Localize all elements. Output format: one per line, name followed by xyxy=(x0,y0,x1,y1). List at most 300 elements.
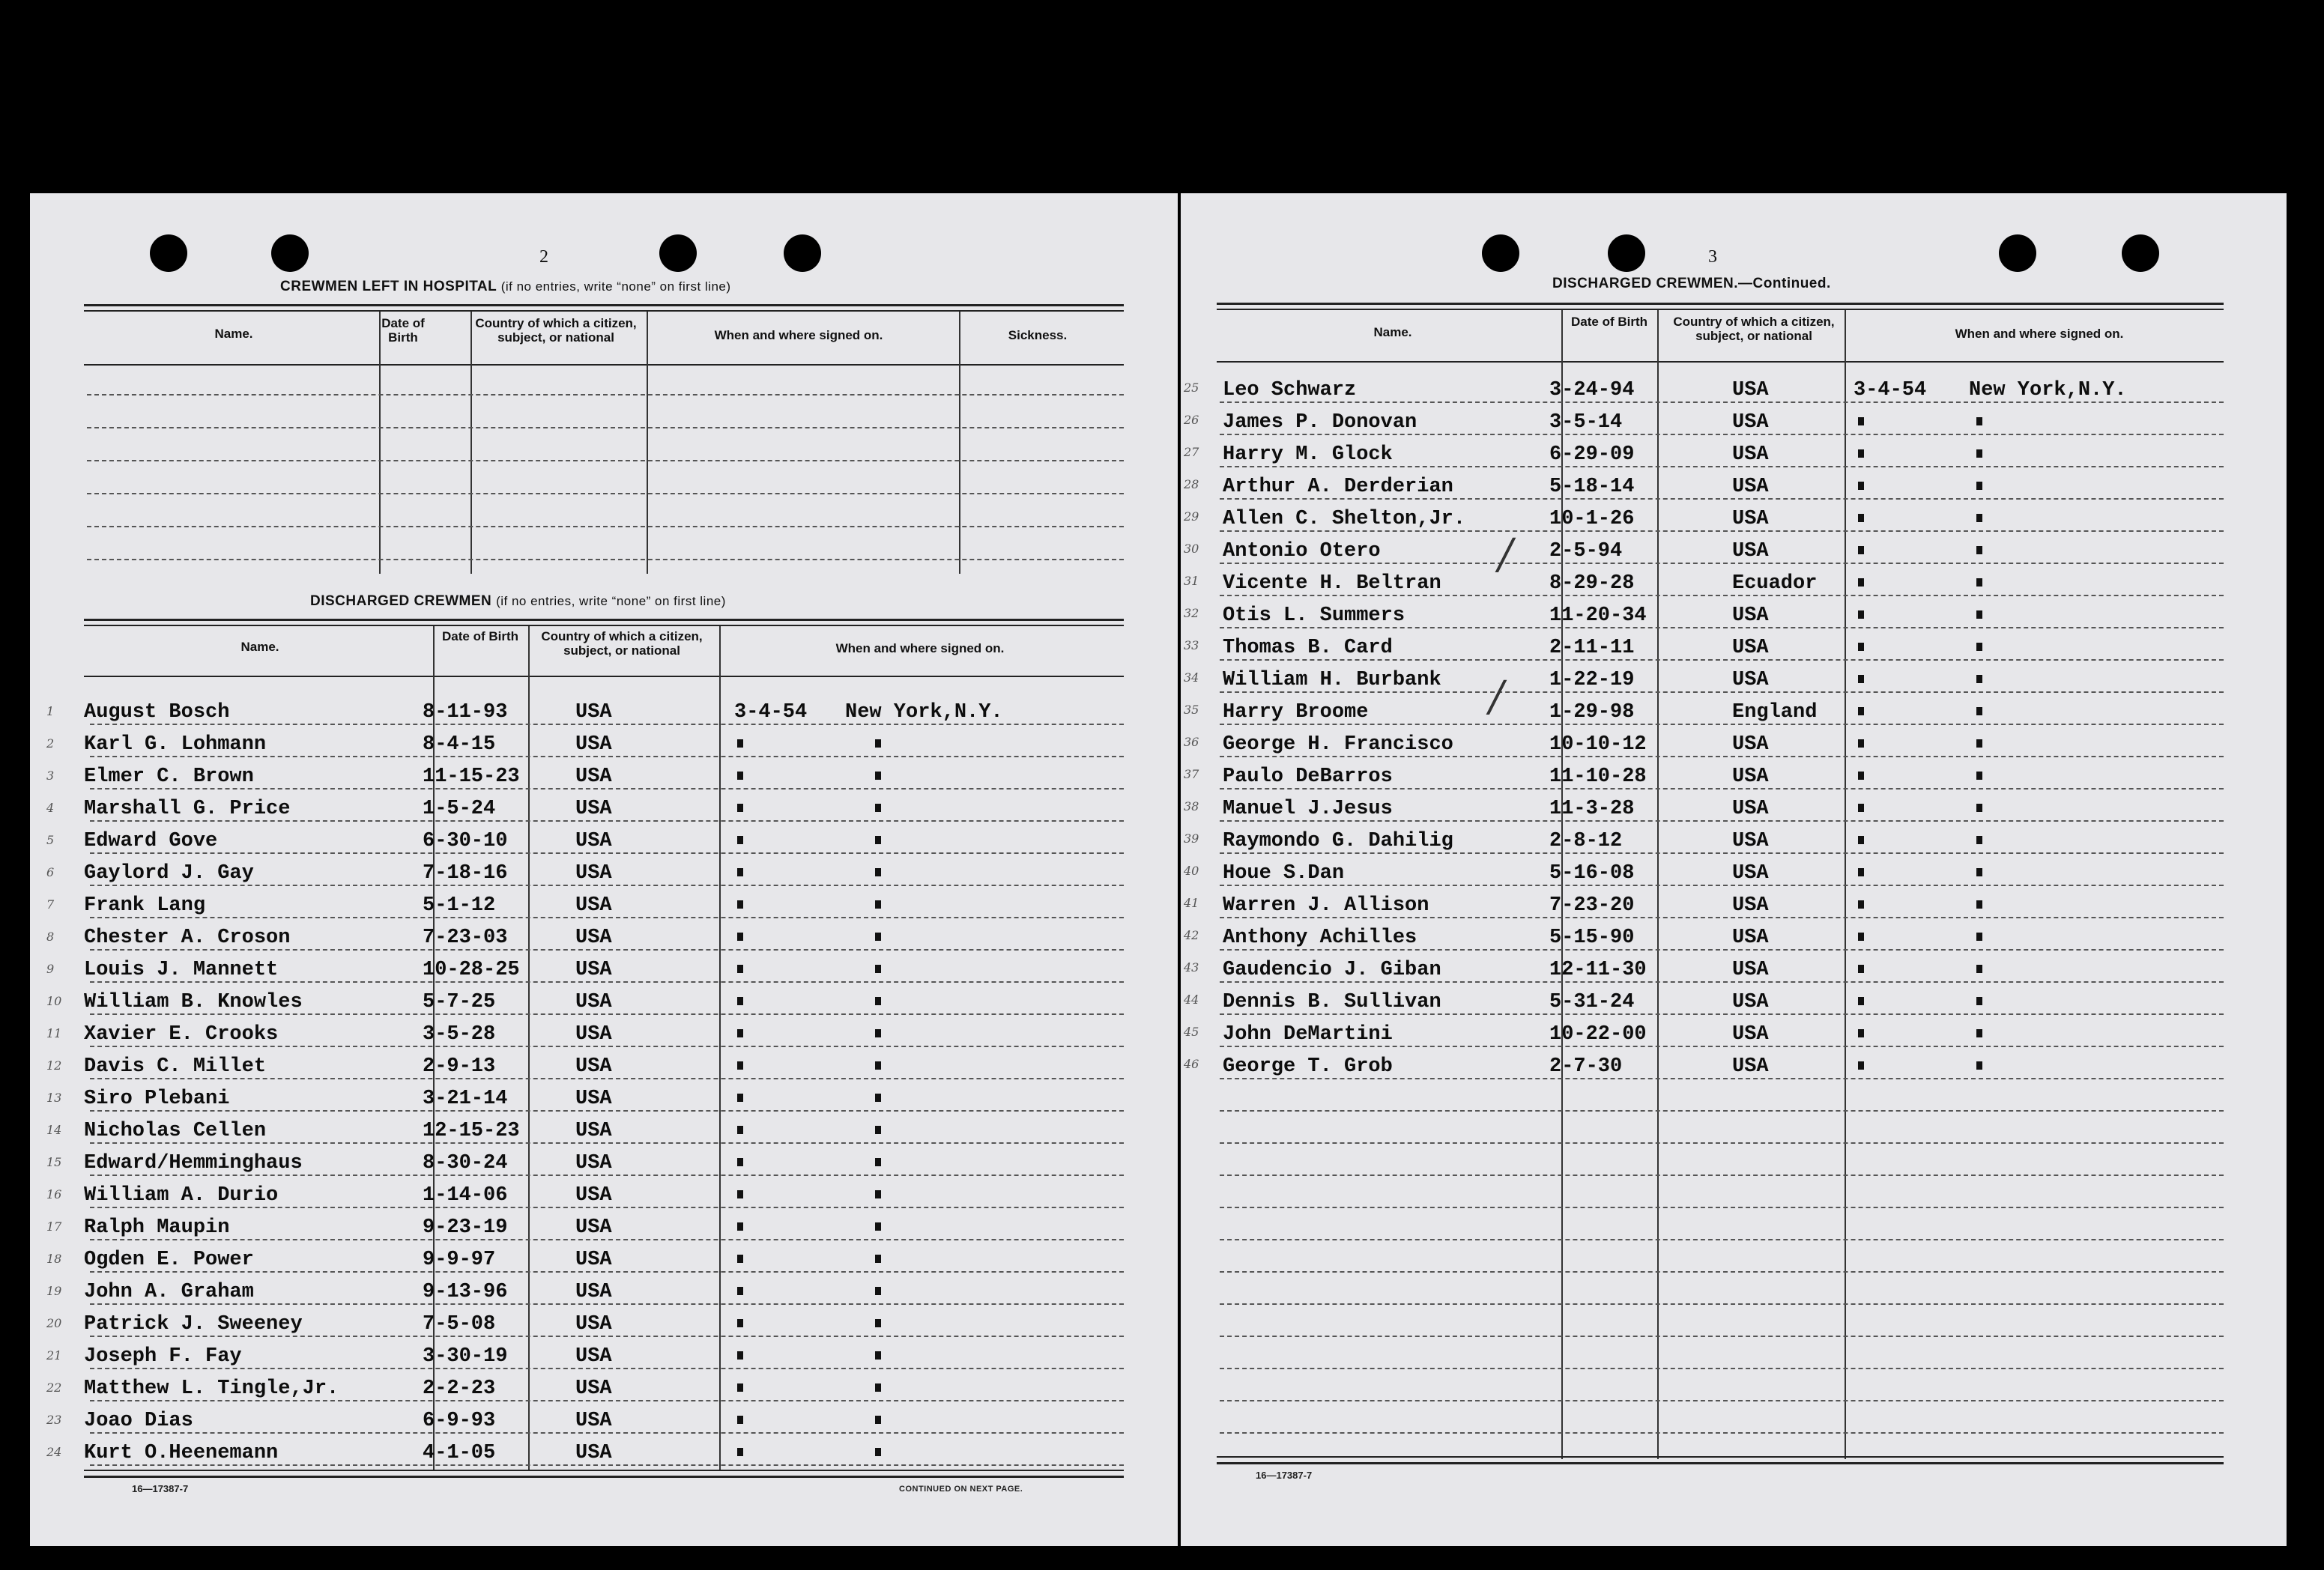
row-index: 23 xyxy=(46,1413,62,1427)
crewman-dob: 1-14-06 xyxy=(423,1184,508,1207)
row-line xyxy=(90,1303,1124,1305)
ditto-mark xyxy=(875,1448,881,1456)
ditto-mark xyxy=(875,1416,881,1424)
ditto-mark xyxy=(1976,804,1982,812)
row-index: 4 xyxy=(46,801,55,815)
ditto-mark xyxy=(737,1448,743,1456)
row-line xyxy=(1220,917,2224,918)
row-index: 43 xyxy=(1184,960,1199,975)
row-index: 9 xyxy=(46,962,55,976)
header-sickness: Sickness. xyxy=(1008,328,1068,342)
ditto-mark xyxy=(875,965,881,973)
ditto-mark xyxy=(1976,900,1982,909)
row-index: 13 xyxy=(46,1091,62,1105)
row-index: 33 xyxy=(1184,638,1199,652)
ditto-mark xyxy=(737,836,743,844)
signed-date: 3-4-54 xyxy=(734,701,808,724)
row-line xyxy=(90,852,1124,854)
crewman-dob: 9-23-19 xyxy=(423,1216,508,1239)
ditto-mark xyxy=(1858,965,1864,973)
crewman-dob: 3-30-19 xyxy=(423,1345,508,1368)
ditto-mark xyxy=(1976,514,1982,522)
crewman-country: USA xyxy=(1732,894,1769,917)
crewman-dob: 6-29-09 xyxy=(1549,443,1635,466)
row-line xyxy=(90,788,1124,789)
crewman-name: Nicholas Cellen xyxy=(84,1120,267,1142)
crewman-dob: 11-15-23 xyxy=(423,766,520,788)
crewman-dob: 9-9-97 xyxy=(423,1249,496,1271)
crewman-name: Ralph Maupin xyxy=(84,1216,230,1239)
ditto-mark xyxy=(737,1255,743,1263)
crewman-country: USA xyxy=(575,1120,612,1142)
row-line xyxy=(1220,627,2224,628)
ditto-mark xyxy=(737,1158,743,1166)
crewman-name: Joao Dias xyxy=(84,1410,193,1432)
crewman-dob: 8-11-93 xyxy=(423,701,508,724)
crewman-country: USA xyxy=(1732,443,1769,466)
row-line xyxy=(1220,885,2224,886)
crewman-dob: 11-20-34 xyxy=(1549,604,1647,627)
crewman-name: Harry M. Glock xyxy=(1223,443,1393,466)
crewman-name: Otis L. Summers xyxy=(1223,604,1405,627)
crewman-dob: 2-8-12 xyxy=(1549,830,1623,852)
row-index: 38 xyxy=(1184,799,1199,813)
crewman-name: Vicente H. Beltran xyxy=(1223,572,1441,595)
ditto-mark xyxy=(1858,610,1864,619)
blank-line xyxy=(87,460,1124,461)
crewman-country: USA xyxy=(575,894,612,917)
rule xyxy=(84,1470,1124,1471)
row-index: 3 xyxy=(46,769,55,783)
row-line xyxy=(1220,852,2224,854)
crewman-country: USA xyxy=(575,1088,612,1110)
row-line xyxy=(90,1013,1124,1015)
crewman-country: USA xyxy=(1732,959,1769,981)
crewman-dob: 6-30-10 xyxy=(423,830,508,852)
crewman-dob: 7-18-16 xyxy=(423,862,508,885)
punch-hole xyxy=(271,234,309,272)
crewman-country: Ecuador xyxy=(1732,572,1818,595)
header-country: Country of which a citizen, subject, or national xyxy=(475,316,637,345)
crewman-name: Ogden E. Power xyxy=(84,1249,254,1271)
crewman-country: USA xyxy=(1732,862,1769,885)
row-index: 25 xyxy=(1184,381,1199,395)
blank-line xyxy=(87,394,1124,395)
ditto-mark xyxy=(1858,739,1864,748)
crewman-name: Edward Gove xyxy=(84,830,218,852)
crewman-dob: 2-2-23 xyxy=(423,1377,496,1400)
row-index: 26 xyxy=(1184,413,1199,427)
ditto-mark xyxy=(1976,997,1982,1005)
blank-line xyxy=(1220,1239,2224,1240)
rule xyxy=(1217,309,2224,310)
blank-line xyxy=(1220,1207,2224,1208)
crewman-country: USA xyxy=(575,1345,612,1368)
row-index: 34 xyxy=(1184,670,1199,685)
crewman-country: USA xyxy=(575,1152,612,1175)
row-index: 11 xyxy=(46,1026,62,1040)
row-index: 20 xyxy=(46,1316,62,1330)
row-line xyxy=(90,1336,1124,1337)
crewman-dob: 5-16-08 xyxy=(1549,862,1635,885)
crewman-name: Harry Broome xyxy=(1223,701,1369,724)
header-country: Country of which a citizen, subject, or national xyxy=(1673,315,1835,343)
section-title-hospital: CREWMEN LEFT IN HOSPITAL (if no entries, write “none” on first line) xyxy=(280,279,731,294)
crewman-name: Louis J. Mannett xyxy=(84,959,279,981)
ditto-mark xyxy=(737,965,743,973)
ditto-mark xyxy=(737,1383,743,1392)
form-number: 16—17387-7 xyxy=(1256,1470,1313,1481)
crewman-dob: 12-11-30 xyxy=(1549,959,1647,981)
crewman-name: Davis C. Millet xyxy=(84,1055,267,1078)
row-line xyxy=(90,1464,1124,1466)
crewman-dob: 2-7-30 xyxy=(1549,1055,1623,1078)
blank-line xyxy=(87,493,1124,494)
crewman-name: Antonio Otero xyxy=(1223,540,1381,563)
blank-line xyxy=(1220,1432,2224,1434)
crewman-dob: 6-9-93 xyxy=(423,1410,496,1432)
ditto-mark xyxy=(875,1126,881,1134)
ditto-mark xyxy=(1976,482,1982,490)
crewman-country: USA xyxy=(575,1377,612,1400)
crewman-country: USA xyxy=(575,862,612,885)
row-index: 10 xyxy=(46,994,62,1008)
row-line xyxy=(1220,1013,2224,1015)
row-line xyxy=(90,1239,1124,1240)
header-name: Name. xyxy=(1373,325,1412,339)
rule xyxy=(84,364,1124,366)
crewman-name: Karl G. Lohmann xyxy=(84,733,267,756)
row-line xyxy=(90,885,1124,886)
crewman-country: USA xyxy=(575,1442,612,1464)
ditto-mark xyxy=(737,1351,743,1360)
crewman-dob: 3-5-28 xyxy=(423,1023,496,1046)
ditto-mark xyxy=(875,1029,881,1037)
blank-line xyxy=(1220,1175,2224,1176)
crewman-country: USA xyxy=(575,701,612,724)
ditto-mark xyxy=(1858,997,1864,1005)
crewman-name: Leo Schwarz xyxy=(1223,379,1357,401)
row-index: 30 xyxy=(1184,542,1199,556)
row-line xyxy=(1220,530,2224,532)
column-divider xyxy=(959,312,960,574)
crewman-country: USA xyxy=(575,798,612,820)
ditto-mark xyxy=(875,1158,881,1166)
crewman-name: Warren J. Allison xyxy=(1223,894,1429,917)
punch-hole xyxy=(1482,234,1519,272)
ditto-mark xyxy=(1976,675,1982,683)
crewman-dob: 3-5-14 xyxy=(1549,411,1623,434)
row-line xyxy=(1220,1046,2224,1047)
rule xyxy=(1217,303,2224,305)
header-name: Name. xyxy=(240,640,279,654)
ditto-mark xyxy=(1976,1061,1982,1070)
crewman-name: Thomas B. Card xyxy=(1223,637,1393,659)
crewman-name: Anthony Achilles xyxy=(1223,927,1417,949)
punch-hole xyxy=(1999,234,2036,272)
column-divider xyxy=(719,626,721,1471)
crewman-country: USA xyxy=(1732,733,1769,756)
crewman-country: USA xyxy=(1732,1055,1769,1078)
rule xyxy=(84,304,1124,306)
ditto-mark xyxy=(1858,836,1864,844)
row-line xyxy=(1220,788,2224,789)
ditto-mark xyxy=(1976,868,1982,876)
row-index: 22 xyxy=(46,1380,62,1395)
row-line xyxy=(90,1207,1124,1208)
row-line xyxy=(90,981,1124,983)
row-index: 32 xyxy=(1184,606,1199,620)
crewman-dob: 12-15-23 xyxy=(423,1120,520,1142)
section-title-discharged: DISCHARGED CREWMEN (if no entries, write “none” on first line) xyxy=(310,593,726,609)
header-dob: Date of Birth xyxy=(1571,315,1647,329)
row-index: 14 xyxy=(46,1123,62,1137)
row-line xyxy=(90,1368,1124,1369)
ditto-mark xyxy=(737,1029,743,1037)
row-index: 15 xyxy=(46,1155,62,1169)
crewman-name: William A. Durio xyxy=(84,1184,279,1207)
row-line xyxy=(1220,820,2224,822)
form-number: 16—17387-7 xyxy=(132,1483,189,1494)
row-index: 40 xyxy=(1184,864,1199,878)
crewman-name: George H. Francisco xyxy=(1223,733,1453,756)
crewman-country: USA xyxy=(1732,1023,1769,1046)
crewman-name: Matthew L. Tingle,Jr. xyxy=(84,1377,339,1400)
crewman-country: USA xyxy=(575,1249,612,1271)
crewman-dob: 2-5-94 xyxy=(1549,540,1623,563)
ditto-mark xyxy=(1976,610,1982,619)
crewman-country: USA xyxy=(1732,411,1769,434)
crewman-dob: 2-11-11 xyxy=(1549,637,1635,659)
crewman-dob: 7-23-03 xyxy=(423,927,508,949)
crewman-country: USA xyxy=(575,1410,612,1432)
header-dob: Date of Birth xyxy=(442,629,518,643)
crewman-dob: 5-7-25 xyxy=(423,991,496,1013)
ditto-mark xyxy=(875,1061,881,1070)
section-title-discharged-continued: DISCHARGED CREWMEN.—Continued. xyxy=(1552,276,1831,291)
crewman-country: USA xyxy=(1732,830,1769,852)
row-index: 31 xyxy=(1184,574,1199,588)
ditto-mark xyxy=(1976,836,1982,844)
continued-note: CONTINUED ON NEXT PAGE. xyxy=(899,1485,1023,1494)
row-line xyxy=(1220,659,2224,661)
row-index: 8 xyxy=(46,930,55,944)
ditto-mark xyxy=(1858,643,1864,651)
ditto-mark xyxy=(875,933,881,941)
rule xyxy=(84,310,1124,312)
ditto-mark xyxy=(1976,707,1982,715)
crewman-dob: 2-9-13 xyxy=(423,1055,496,1078)
ditto-mark xyxy=(1976,772,1982,780)
ditto-mark xyxy=(737,804,743,812)
header-signed: When and where signed on. xyxy=(714,328,883,342)
row-line xyxy=(1220,466,2224,467)
crewman-name: William B. Knowles xyxy=(84,991,303,1013)
crewman-dob: 9-13-96 xyxy=(423,1281,508,1303)
ditto-mark xyxy=(1858,804,1864,812)
header-dob: Date of Birth xyxy=(381,316,425,345)
header-name: Name. xyxy=(214,327,253,341)
crewman-name: Paulo DeBarros xyxy=(1223,766,1393,788)
crewman-dob: 8-4-15 xyxy=(423,733,496,756)
crewman-country: USA xyxy=(575,1055,612,1078)
crewman-name: Siro Plebani xyxy=(84,1088,230,1110)
blank-line xyxy=(87,526,1124,527)
crewman-dob: 5-31-24 xyxy=(1549,991,1635,1013)
row-index: 35 xyxy=(1184,703,1199,717)
row-line xyxy=(90,1110,1124,1112)
crewman-dob: 10-22-00 xyxy=(1549,1023,1647,1046)
row-line xyxy=(90,724,1124,725)
ditto-mark xyxy=(875,1094,881,1102)
blank-line xyxy=(87,559,1124,560)
ditto-mark xyxy=(1858,900,1864,909)
row-line xyxy=(90,1400,1124,1401)
rule xyxy=(1217,1456,2224,1458)
crewman-country: USA xyxy=(1732,669,1769,691)
ditto-mark xyxy=(737,1319,743,1327)
crewman-country: USA xyxy=(1732,927,1769,949)
row-line xyxy=(90,1432,1124,1434)
row-index: 41 xyxy=(1184,896,1199,910)
crewman-name: Chester A. Croson xyxy=(84,927,291,949)
punch-hole xyxy=(784,234,821,272)
blank-line xyxy=(1220,1271,2224,1273)
crewman-dob: 1-22-19 xyxy=(1549,669,1635,691)
crewman-name: August Bosch xyxy=(84,701,230,724)
rule xyxy=(1217,1462,2224,1464)
row-line xyxy=(1220,563,2224,564)
row-index: 21 xyxy=(46,1348,62,1363)
crewman-country: USA xyxy=(1732,991,1769,1013)
row-index: 2 xyxy=(46,736,55,751)
rule xyxy=(84,1476,1124,1478)
crewman-country: USA xyxy=(575,1184,612,1207)
row-line xyxy=(1220,401,2224,403)
blank-line xyxy=(1220,1336,2224,1337)
crewman-country: USA xyxy=(575,1023,612,1046)
row-line xyxy=(90,949,1124,951)
row-index: 17 xyxy=(46,1219,62,1234)
crewman-country: USA xyxy=(575,927,612,949)
row-index: 36 xyxy=(1184,735,1199,749)
crewman-dob: 7-23-20 xyxy=(1549,894,1635,917)
punch-hole xyxy=(150,234,187,272)
row-index: 6 xyxy=(46,865,55,879)
row-index: 1 xyxy=(46,704,55,718)
crewman-dob: 4-1-05 xyxy=(423,1442,496,1464)
row-index: 27 xyxy=(1184,445,1199,459)
row-line xyxy=(1220,981,2224,983)
crewman-name: Gaudencio J. Giban xyxy=(1223,959,1441,981)
ditto-mark xyxy=(875,1319,881,1327)
crewman-dob: 10-28-25 xyxy=(423,959,520,981)
ditto-mark xyxy=(1976,546,1982,554)
row-line xyxy=(90,1046,1124,1047)
row-index: 29 xyxy=(1184,509,1199,524)
ditto-mark xyxy=(737,1416,743,1424)
ditto-mark xyxy=(737,739,743,748)
check-mark: / xyxy=(1489,673,1504,721)
crewman-country: USA xyxy=(1732,476,1769,498)
ditto-mark xyxy=(737,900,743,909)
ditto-mark xyxy=(875,1190,881,1198)
ditto-mark xyxy=(737,1287,743,1295)
row-index: 24 xyxy=(46,1445,62,1459)
blank-line xyxy=(1220,1110,2224,1112)
page-number: 3 xyxy=(1708,247,1717,267)
row-index: 18 xyxy=(46,1252,62,1266)
ditto-mark xyxy=(875,868,881,876)
crewman-dob: 11-10-28 xyxy=(1549,766,1647,788)
row-index: 39 xyxy=(1184,831,1199,846)
crewman-name: James P. Donovan xyxy=(1223,411,1417,434)
ditto-mark xyxy=(737,997,743,1005)
row-index: 44 xyxy=(1184,992,1199,1007)
ditto-mark xyxy=(875,1383,881,1392)
crewman-dob: 8-30-24 xyxy=(423,1152,508,1175)
rule xyxy=(84,619,1124,621)
ditto-mark xyxy=(1858,933,1864,941)
crewman-country: USA xyxy=(575,830,612,852)
ditto-mark xyxy=(737,1190,743,1198)
ditto-mark xyxy=(1858,482,1864,490)
blank-line xyxy=(87,427,1124,428)
ditto-mark xyxy=(875,900,881,909)
punch-hole xyxy=(2122,234,2159,272)
ditto-mark xyxy=(1858,578,1864,587)
row-index: 16 xyxy=(46,1187,62,1201)
crewman-dob: 1-5-24 xyxy=(423,798,496,820)
row-index: 5 xyxy=(46,833,55,847)
column-divider xyxy=(379,312,381,574)
crewman-country: USA xyxy=(575,991,612,1013)
ditto-mark xyxy=(1858,546,1864,554)
ditto-mark xyxy=(875,739,881,748)
crewman-name: Xavier E. Crooks xyxy=(84,1023,279,1046)
crewman-dob: 1-29-98 xyxy=(1549,701,1635,724)
crewman-dob: 10-1-26 xyxy=(1549,508,1635,530)
ditto-mark xyxy=(1858,707,1864,715)
row-index: 45 xyxy=(1184,1025,1199,1039)
crewman-country: USA xyxy=(1732,637,1769,659)
ditto-mark xyxy=(737,933,743,941)
crewman-name: Edward/Hemminghaus xyxy=(84,1152,303,1175)
crewman-country: England xyxy=(1732,701,1818,724)
ditto-mark xyxy=(875,836,881,844)
left-page xyxy=(30,193,1178,1546)
ditto-mark xyxy=(1976,449,1982,458)
ditto-mark xyxy=(737,1222,743,1231)
header-signed: When and where signed on. xyxy=(1955,327,2124,341)
crewman-country: USA xyxy=(575,1313,612,1336)
crewman-country: USA xyxy=(1732,379,1769,401)
crewman-name: Dennis B. Sullivan xyxy=(1223,991,1441,1013)
crewman-dob: 10-10-12 xyxy=(1549,733,1647,756)
ditto-mark xyxy=(737,1126,743,1134)
column-divider xyxy=(528,626,530,1471)
row-line xyxy=(1220,1078,2224,1079)
row-line xyxy=(90,1142,1124,1144)
crewman-dob: 7-5-08 xyxy=(423,1313,496,1336)
row-index: 19 xyxy=(46,1284,62,1298)
row-line xyxy=(1220,498,2224,500)
crewman-name: Frank Lang xyxy=(84,894,206,917)
row-line xyxy=(90,1175,1124,1176)
ditto-mark xyxy=(1976,578,1982,587)
row-line xyxy=(1220,434,2224,435)
crewman-country: USA xyxy=(1732,798,1769,820)
